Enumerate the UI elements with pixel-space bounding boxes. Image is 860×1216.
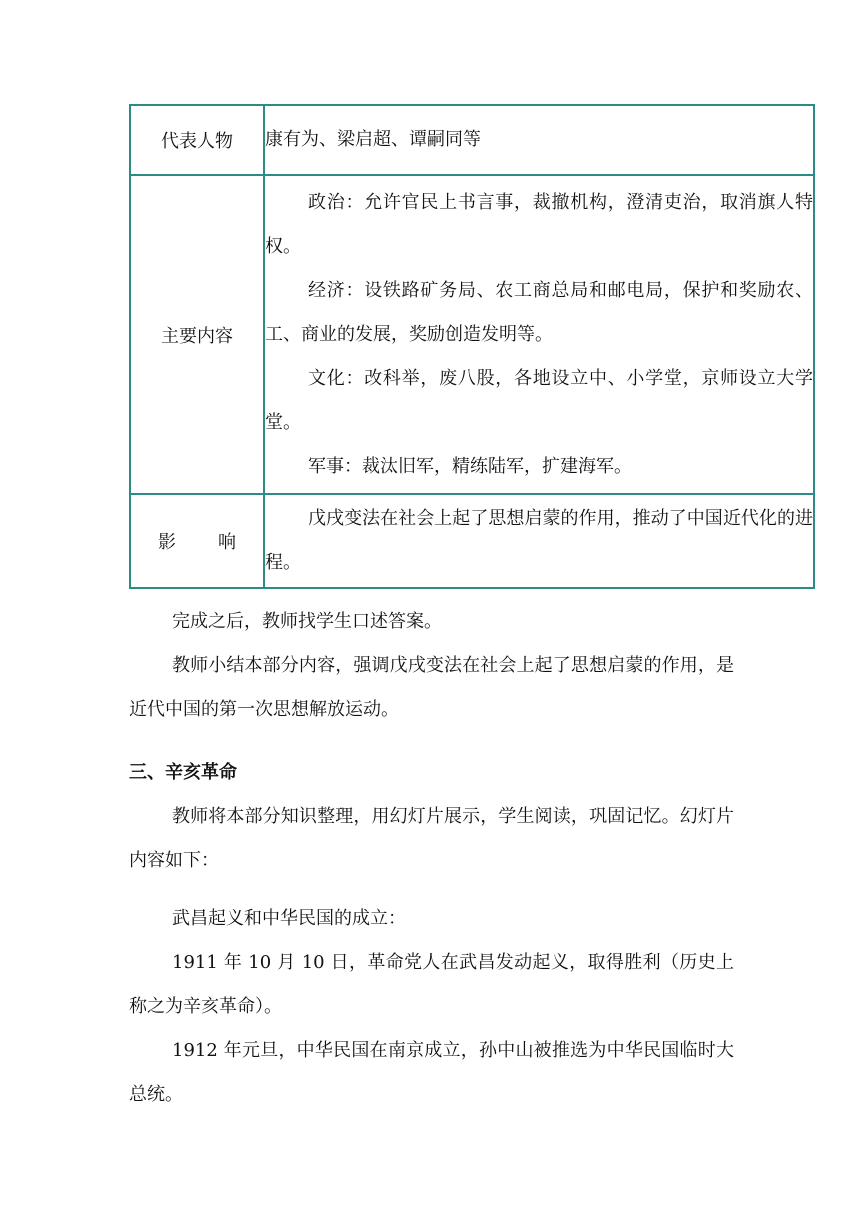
cell-paragraph-military: 军事：裁汰旧军，精练陆军，扩建海军。 [308,455,632,477]
row-label: 代表人物 [130,105,264,175]
row-content [264,175,814,494]
cell-text: 康有为、梁启超、谭嗣同等 [265,129,481,150]
row-content [264,494,814,588]
row-content [264,105,814,175]
summary-text [129,600,734,732]
cell-paragraph-politics: 政治：允许官民上书言事，裁撤机构，澄清吏治，取消旗人特权。 [265,191,813,257]
paragraph: 1912 年元旦，中华民国在南京成立，孙中山被推选为中华民国临时大总统。 [129,1040,734,1105]
label-char: 影 [158,532,176,553]
paragraph: 教师将本部分知识整理，用幻灯片展示，学生阅读，巩固记忆。幻灯片内容如下： [129,806,734,871]
section-heading: 三、辛亥革命 [129,762,237,783]
row-label: 主要内容 [130,175,264,494]
row-label [130,494,264,588]
paragraph: 完成之后，教师找学生口述答案。 [172,611,442,632]
paragraph: 教师小结本部分内容，强调戊戌变法在社会上起了思想启蒙的作用，是近代中国的第一次思想解放运动。 [129,655,734,720]
section-text [129,795,734,1117]
label-char: 响 [218,532,236,553]
paragraph: 武昌起义和中华民国的成立： [172,908,406,929]
reform-table [129,104,815,589]
cell-paragraph-culture: 文化：改科举，废八股，各地设立中、小学堂，京师设立大学堂。 [265,367,813,433]
cell-paragraph-impact: 戊戌变法在社会上起了思想启蒙的作用，推动了中国近代化的进程。 [265,508,813,573]
table-row [130,175,814,494]
cell-paragraph-economy: 经济：设铁路矿务局、农工商总局和邮电局，保护和奖励农、工、商业的发展，奖励创造发明等。 [265,279,813,345]
table-row [130,105,814,175]
paragraph: 1911 年 10 月 10 日，革命党人在武昌发动起义，取得胜利（历史上称之为辛亥革命）。 [129,952,734,1017]
table-row [130,494,814,588]
